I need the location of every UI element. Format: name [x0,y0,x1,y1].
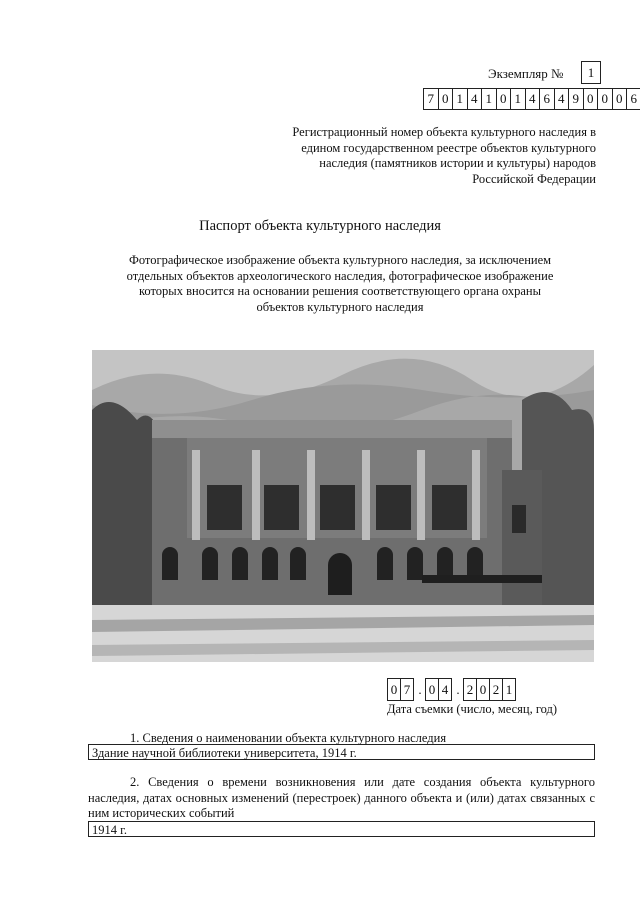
page-title: Паспорт объекта культурного наследия [199,218,441,234]
registration-number-description: Регистрационный номер объекта культурного наследия в едином государственном реестре объектов культурного наследия (памятников истории и культуры) народов Российской Федерации [292,125,596,186]
reg-digit: 0 [496,88,512,110]
reg-digit: 0 [597,88,613,110]
reg-digit: 1 [481,88,497,110]
date-separator: . [456,682,460,697]
reg-digit: 4 [554,88,570,110]
date-digit: 2 [489,678,503,701]
date-digit: 1 [502,678,516,701]
date-digit: 7 [400,678,414,701]
reg-digit: 0 [583,88,599,110]
building-photo-image [92,350,594,662]
copy-number-box: 1 [581,61,601,84]
building-photo [92,350,594,662]
section-2-label-text: 2. Сведения о времени возникновения или дате создания объекта культурного наследия, датах основных изменений (перестроек) данного объекта и (или) датах связанных с ним исторических событий [88,775,595,820]
reg-digit: 6 [539,88,555,110]
reg-digit: 1 [510,88,526,110]
reg-digit: 4 [525,88,541,110]
shoot-date [388,678,516,701]
reg-digit: 9 [568,88,584,110]
reg-digit: 0 [612,88,628,110]
reg-digit: 0 [438,88,454,110]
date-digit: 0 [425,678,439,701]
reg-digit: 7 [423,88,439,110]
date-digit: 0 [476,678,490,701]
section-1-value: Здание научной библиотеки университета, 1914 г. [88,744,595,760]
photo-description: Фотографическое изображение объекта культурного наследия, за исключением отдельных объектов археологического наследия, фотографическое изображение которых вносится на основании решения соответствующего органа охраны объектов культурного наследия [126,253,554,314]
reg-digit: 6 [626,88,640,110]
section-2-label [88,775,595,822]
date-separator: . [418,682,422,697]
date-digit: 2 [463,678,477,701]
date-digit: 0 [387,678,401,701]
section-1-label: 1. Сведения о наименовании объекта культурного наследия [130,731,447,745]
date-digit: 4 [438,678,452,701]
copy-number-label: Экземпляр № [488,66,564,81]
section-2-value: 1914 г. [88,821,595,837]
shoot-date-caption: Дата съемки (число, месяц, год) [387,702,558,716]
reg-digit: 1 [452,88,468,110]
reg-digit: 4 [467,88,483,110]
registration-number [424,88,640,110]
